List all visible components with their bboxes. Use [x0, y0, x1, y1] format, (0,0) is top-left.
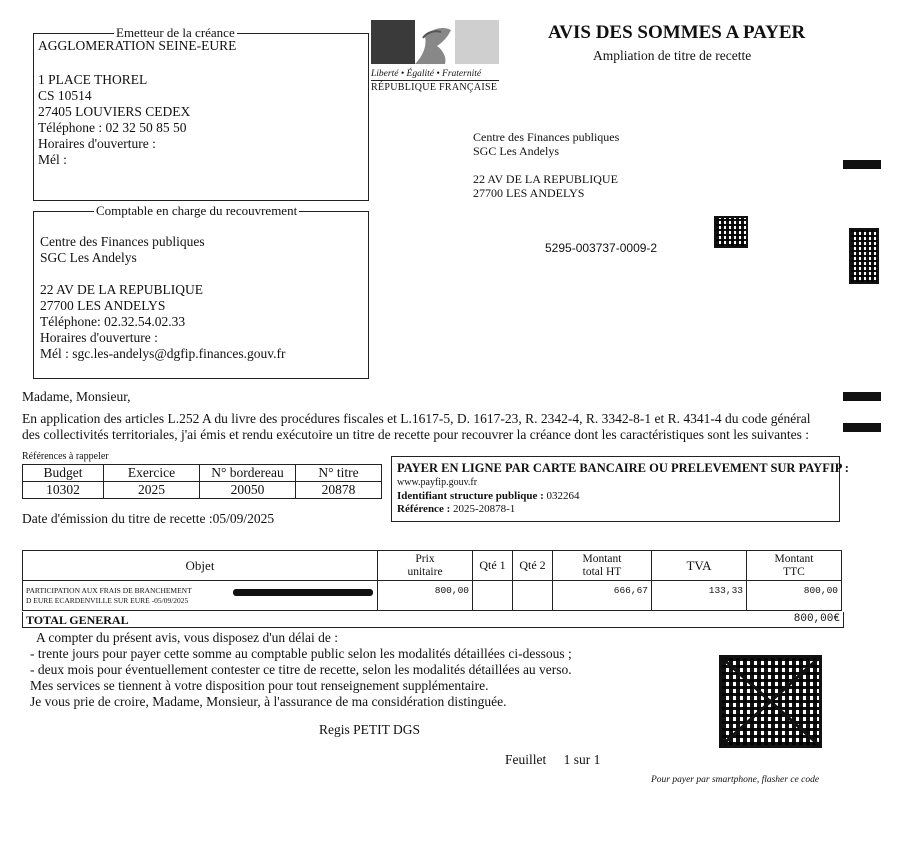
ref-header-bordereau: N° bordereau: [200, 465, 296, 482]
item-qte1: [473, 581, 513, 611]
marianne-icon: [371, 18, 499, 66]
accountant-email: Mél : sgc.les-andelys@dgfip.finances.gouv.fr: [40, 346, 286, 361]
datamatrix-code-small: [714, 216, 748, 248]
accountant-box: [33, 203, 369, 379]
datamatrix-code-edge: [849, 228, 879, 284]
references-table: [22, 464, 382, 499]
payfip-ref-label: Référence :: [397, 503, 451, 515]
ref-value-titre: 20878: [296, 482, 382, 499]
payfip-url[interactable]: www.payfip.gouv.fr: [397, 477, 478, 488]
payfip-box: [391, 456, 849, 522]
header-prix-line1: Prix: [415, 552, 435, 565]
emitter-name: AGGLOMERATION SEINE-EURE: [38, 38, 237, 53]
accountant-phone: Téléphone: 02.32.54.02.33: [40, 314, 186, 329]
recipient-line-1: Centre des Finances publiques: [473, 130, 620, 144]
references-header-row: [23, 465, 382, 482]
item-tva: 133,33: [652, 581, 747, 611]
ref-header-budget: Budget: [23, 465, 104, 482]
page-subtitle: Ampliation de titre de recette: [593, 48, 752, 63]
emitter-address-3: 27405 LOUVIERS CEDEX: [38, 104, 191, 119]
ref-header-titre: N° titre: [296, 465, 382, 482]
references-label: Références à rappeler: [22, 451, 109, 462]
closing-line-1: A compter du présent avis, vous disposez d'un délai de :: [36, 630, 338, 645]
page-title: AVIS DES SOMMES A PAYER: [548, 22, 806, 43]
reference-code: 5295-003737-0009-2: [545, 241, 658, 255]
smartphone-note: Pour payer par smartphone, flasher ce code: [651, 775, 820, 785]
table-row: [23, 581, 842, 611]
item-desc-line2: D EURE ECARDENVILLE SUR EURE -05/09/2025: [26, 595, 189, 605]
item-prix: 800,00: [378, 581, 473, 611]
references-value-row: [23, 482, 382, 499]
item-description: [23, 581, 378, 611]
header-objet: Objet: [23, 551, 378, 581]
header-prix: [378, 551, 473, 581]
recipient-line-3: 22 AV DE LA REPUBLIQUE: [473, 172, 618, 186]
ref-value-budget: 10302: [23, 482, 104, 499]
total-label: TOTAL GENERAL: [26, 613, 129, 627]
header-ht-line1: Montant: [582, 552, 622, 565]
ref-value-bordereau: 20050: [200, 482, 296, 499]
accountant-line-2: SGC Les Andelys: [40, 250, 137, 265]
accountant-hours: Horaires d'ouverture :: [40, 330, 158, 345]
total-row: [22, 612, 844, 628]
intro-line-2: des collectivités territoriales, j'ai émis et rendu exécutoire un titre de recette pour recouvrer la créance dont les caractéristiques sont les suivantes :: [22, 427, 809, 442]
redaction-mark: [233, 589, 373, 596]
emitter-address-1: 1 PLACE THOREL: [38, 72, 148, 87]
payfip-ref-value: 2025-20878-1: [452, 503, 516, 515]
payfip-id-value: 032264: [546, 490, 580, 502]
header-ttc-line1: Montant: [774, 552, 814, 565]
item-ht: 666,67: [553, 581, 652, 611]
accountant-line-3: 22 AV DE LA REPUBLIQUE: [40, 282, 204, 297]
recipient-line-2: SGC Les Andelys: [473, 144, 560, 158]
recipient-line-4: 27700 LES ANDELYS: [473, 186, 585, 200]
ref-value-exercice: 2025: [104, 482, 200, 499]
closing-line-2: - trente jours pour payer cette somme au comptable public selon les modalités détaillées ci-dessous ;: [30, 646, 572, 661]
accountant-line-4: 27700 LES ANDELYS: [40, 298, 166, 313]
header-prix-line2: unitaire: [407, 565, 443, 578]
sheet-value: 1 sur 1: [563, 752, 601, 767]
items-table: [22, 550, 842, 611]
accountant-line-1: Centre des Finances publiques: [40, 234, 205, 249]
total-value: 800,00€: [793, 613, 840, 625]
emitter-address-2: CS 10514: [38, 88, 92, 103]
emission-date: Date d'émission du titre de recette :05/09/2025: [22, 511, 275, 526]
header-ttc: [747, 551, 842, 581]
payfip-title: PAYER EN LIGNE PAR CARTE BANCAIRE OU PRELEVEMENT SUR PAYFIP :: [397, 461, 849, 475]
printer-mark-2: [843, 392, 881, 401]
closing-line-3: - deux mois pour éventuellement contester ce titre de recette, selon les modalités détaillées au verso.: [30, 662, 572, 677]
intro-line-1: En application des articles L.252 A du livre des procédures fiscales et L.1617-5, D. 1617-23, R. 2342-4, R. 3342-8-1 et R. 4341-4 du code général: [22, 411, 811, 426]
closing-line-4: Mes services se tiennent à votre disposition pour tout renseignement supplémentaire.: [30, 678, 489, 693]
closing-line-5: Je vous prie de croire, Madame, Monsieur, à l'assurance de ma considération distinguée.: [30, 694, 507, 709]
ref-header-exercice: Exercice: [104, 465, 200, 482]
header-ht: [553, 551, 652, 581]
header-qte1: Qté 1: [473, 551, 513, 581]
item-qte2: [513, 581, 553, 611]
header-ttc-line2: TTC: [783, 565, 805, 578]
payment-qr-code: [719, 655, 822, 748]
printer-mark-3: [843, 423, 881, 432]
logo-republic: RÉPUBLIQUE FRANÇAISE: [371, 82, 498, 93]
signature: Regis PETIT DGS: [319, 722, 421, 737]
cross-out-icon: [719, 655, 822, 748]
sheet-label: Feuillet: [505, 752, 547, 767]
emitter-email: Mél :: [38, 152, 67, 167]
emitter-box: [33, 25, 369, 201]
header-qte2: Qté 2: [513, 551, 553, 581]
printer-mark-1: [843, 160, 881, 169]
items-header-row: [23, 551, 842, 581]
emitter-hours: Horaires d'ouverture :: [38, 136, 156, 151]
item-ttc: 800,00: [747, 581, 842, 611]
payfip-id-label: Identifiant structure publique :: [397, 490, 544, 502]
accountant-legend: Comptable en charge du recouvrement: [96, 203, 298, 218]
logo-motto: Liberté • Égalité • Fraternité: [371, 69, 482, 79]
emitter-legend: Emetteur de la créance: [116, 25, 235, 40]
marianne-logo: [371, 18, 501, 98]
header-tva: TVA: [652, 551, 747, 581]
emitter-phone: Téléphone : 02 32 50 85 50: [38, 120, 187, 135]
item-desc-line1: PARTICIPATION AUX FRAIS DE BRANCHEMENT: [26, 585, 192, 595]
salutation: Madame, Monsieur,: [22, 389, 131, 404]
header-ht-line2: total HT: [582, 565, 622, 578]
